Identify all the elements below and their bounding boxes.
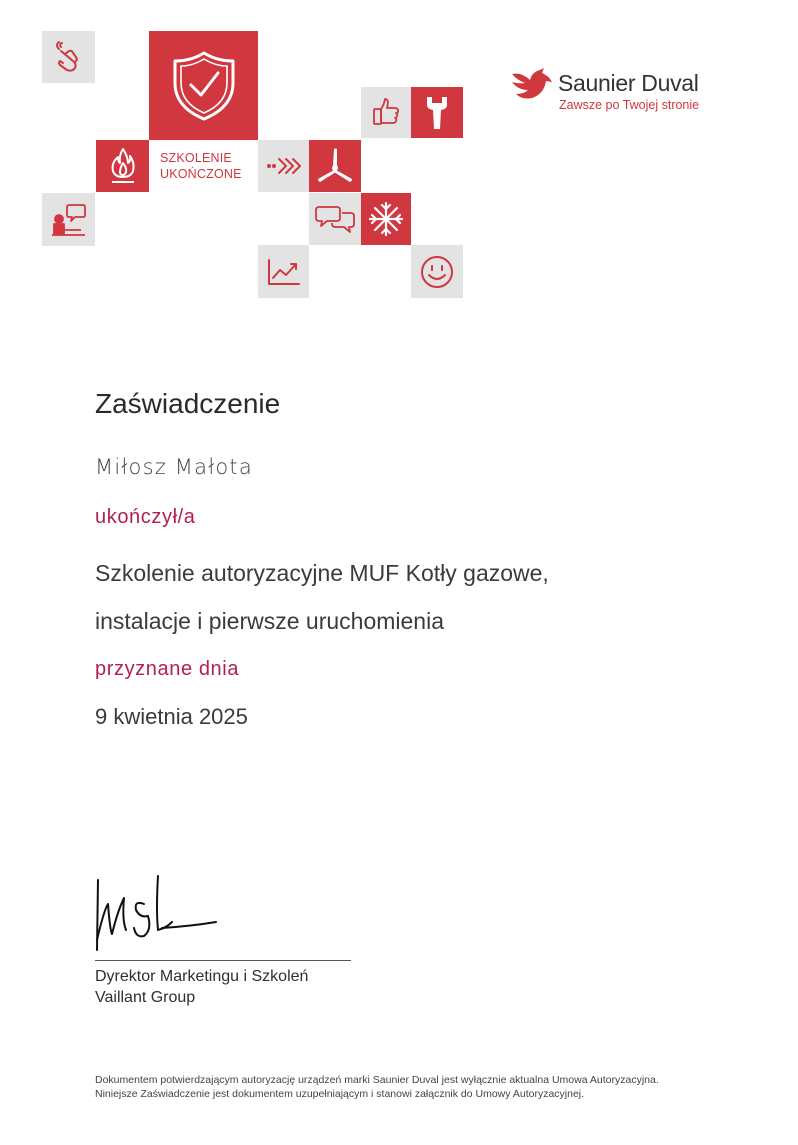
thumbs-up-icon (371, 97, 401, 129)
signatory-block (95, 966, 308, 1008)
signature-line (95, 960, 351, 961)
arrows-right-tile (258, 140, 309, 192)
footer-note (95, 1073, 659, 1101)
thumbs-up-tile (361, 87, 411, 138)
brand-name: Saunier Duval (558, 70, 699, 96)
wrench-tile (411, 87, 463, 138)
flame-icon (109, 147, 137, 185)
signatory-organization: Vaillant Group (95, 989, 196, 1006)
brand-tagline: Zawsze po Twojej stronie (559, 98, 700, 112)
snowflake-tile (361, 193, 411, 245)
flame-tile (96, 140, 149, 192)
recipient-name: Miłosz Małota (95, 455, 253, 479)
wrench-icon (424, 95, 450, 131)
chat-tile (309, 193, 361, 245)
course-title-line1: Szkolenie autoryzacyjne MUF Kotły gazowe, (95, 560, 549, 586)
fan-tile (309, 140, 361, 192)
hand-pointer-icon (51, 39, 87, 75)
bird-logo-icon (508, 64, 554, 104)
presenter-icon (51, 203, 87, 237)
footer-line1: Dokumentem potwierdzającym autoryzację urządzeń marki Saunier Duval jest wyłącznie aktualna Umowa Autoryzacyjna. (95, 1074, 659, 1086)
signature (92, 870, 222, 956)
growth-chart-tile (258, 245, 309, 298)
award-date: 9 kwietnia 2025 (95, 704, 248, 729)
footer-line2: Niniejsze Zaświadczenie jest dokumentem uzupełniającym i stanowi załącznik do Umowy Autoryzacyjnej. (95, 1088, 585, 1100)
hand-pointer-tile (42, 31, 95, 83)
badge-line1: SZKOLENIE (160, 151, 232, 165)
smiley-tile (411, 245, 463, 298)
arrows-right-icon (266, 156, 302, 176)
presenter-tile (42, 193, 95, 246)
brand-logo (508, 60, 748, 120)
completed-label: ukończył/a (95, 506, 196, 528)
course-title-line2: instalacje i pierwsze uruchomienia (95, 608, 444, 634)
training-completed-badge (149, 140, 258, 192)
awarded-label: przyznane dnia (95, 658, 240, 680)
shield-check-tile (149, 31, 258, 140)
badge-line2: UKOŃCZONE (160, 167, 242, 181)
certificate-title: Zaświadczenie (95, 388, 281, 419)
snowflake-icon (368, 201, 404, 237)
chat-bubbles-icon (315, 203, 355, 235)
signatory-role: Dyrektor Marketingu i Szkoleń (95, 968, 309, 985)
shield-check-icon (171, 49, 237, 123)
smiley-icon (419, 254, 455, 290)
fan-icon (314, 146, 356, 186)
growth-chart-icon (267, 258, 301, 286)
